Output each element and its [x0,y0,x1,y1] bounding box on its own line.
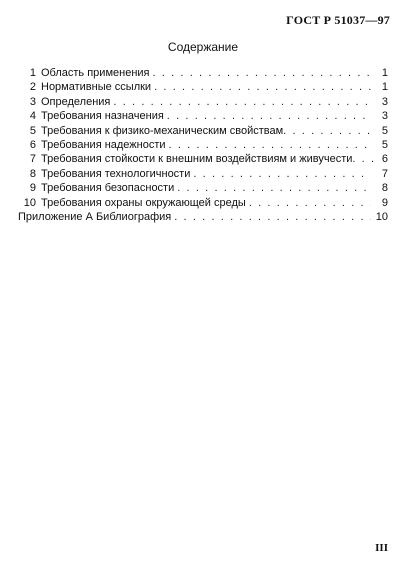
toc-leader-dots [167,109,371,123]
toc-leader-dots [169,138,371,152]
toc-item-label: Область применения [41,67,150,79]
toc-item-page: 10 [375,210,388,223]
toc-item-label: Требования к физико-механическим свойствам [41,124,284,137]
toc-item-physical-mechanical-requirements[interactable] [16,124,388,138]
toc-item-environmental-requirements[interactable] [16,196,388,210]
toc-item-label: Требования стойкости к внешним воздействиям и живучести [41,153,353,166]
toc-leader-dots [283,124,374,138]
toc-item-number: 10 [23,196,36,209]
toc-item-page: 5 [381,138,388,151]
toc-item-label: Приложение А Библиография [18,210,172,223]
toc-item-number: 7 [29,153,36,166]
toc-item-page: 3 [381,110,388,123]
toc-leader-dots [153,66,372,80]
table-of-contents [16,66,388,224]
toc-item-scope[interactable] [16,66,388,80]
toc-item-page: 5 [381,124,388,137]
toc-leader-dots [352,152,374,166]
toc-item-page: 1 [381,81,388,94]
toc-item-normative-references[interactable] [16,80,388,94]
toc-item-number: 6 [29,138,36,151]
toc-item-safety-requirements[interactable] [16,181,388,195]
toc-item-reliability-requirements[interactable] [16,138,388,152]
toc-item-manufacturability-requirements[interactable] [16,167,388,181]
toc-item-label: Требования безопасности [41,182,175,195]
toc-leader-dots [174,210,371,224]
toc-item-label: Требования охраны окружающей среды [41,196,246,209]
toc-item-definitions[interactable] [16,95,388,109]
toc-item-label: Требования назначения [41,110,164,123]
toc-leader-dots [113,95,371,109]
toc-item-page: 6 [381,153,388,166]
toc-item-number: 5 [29,124,36,137]
toc-item-number: 2 [29,81,36,94]
page-title: Содержание [167,40,239,54]
toc-item-page: 9 [381,196,388,209]
toc-item-label: Требования технологичности [41,167,191,180]
toc-item-number: 1 [29,67,36,79]
page-number: III [375,542,388,554]
toc-item-resistance-survivability-requirements[interactable] [16,152,388,166]
toc-item-page: 3 [381,95,388,108]
toc-item-page: 7 [381,167,388,180]
toc-item-appendix-bibliography[interactable] [16,210,388,224]
toc-item-page: 1 [381,67,388,79]
toc-item-number: 9 [29,182,36,195]
toc-item-number: 4 [29,110,36,123]
toc-item-label: Требования надежности [41,138,166,151]
toc-item-page: 8 [381,182,388,195]
toc-leader-dots [177,181,371,195]
toc-item-label: Нормативные ссылки [41,81,152,94]
toc-item-label: Определения [41,95,111,108]
toc-item-number: 8 [29,167,36,180]
toc-leader-dots [249,196,371,210]
toc-item-number: 3 [29,95,36,108]
toc-leader-dots [154,80,371,94]
toc-leader-dots [193,167,371,181]
document-standard-code: ГОСТ Р 51037—97 [286,13,390,27]
toc-item-purpose-requirements[interactable] [16,109,388,123]
